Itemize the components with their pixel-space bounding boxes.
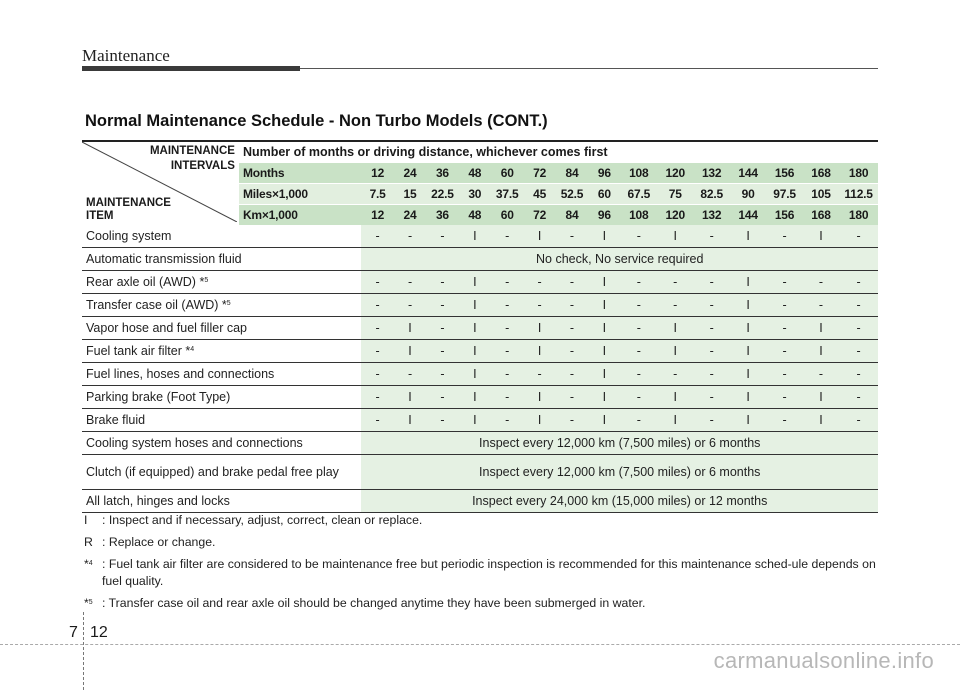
schedule-cell: - bbox=[839, 409, 878, 432]
item-name bbox=[82, 409, 361, 432]
schedule-cell: - bbox=[839, 340, 878, 363]
interval-value: 67.5 bbox=[621, 184, 657, 205]
schedule-cell: - bbox=[803, 363, 839, 386]
schedule-cell: - bbox=[491, 225, 523, 248]
schedule-cell: I bbox=[803, 409, 839, 432]
schedule-cell: - bbox=[839, 317, 878, 340]
schedule-cell: - bbox=[556, 409, 588, 432]
interval-value: 90 bbox=[730, 184, 766, 205]
item-name bbox=[82, 248, 361, 271]
interval-value: 180 bbox=[839, 163, 878, 184]
interval-value: 108 bbox=[621, 163, 657, 184]
schedule-cell: - bbox=[491, 409, 523, 432]
interval-value: 168 bbox=[803, 163, 839, 184]
interval-value: 120 bbox=[657, 205, 693, 226]
item-name bbox=[82, 225, 361, 248]
schedule-cell: - bbox=[766, 386, 802, 409]
interval-value: 60 bbox=[491, 205, 523, 226]
schedule-cell: - bbox=[491, 317, 523, 340]
item-name-text: Fuel tank air filter * bbox=[86, 344, 191, 358]
note-key-text: * bbox=[84, 596, 89, 610]
item-name-text: Cooling system hoses and connections bbox=[86, 436, 303, 450]
item-span-value: No check, No service required bbox=[361, 248, 878, 271]
schedule-cell: - bbox=[523, 363, 555, 386]
schedule-cell: - bbox=[426, 317, 458, 340]
interval-value: 144 bbox=[730, 163, 766, 184]
maintenance-schedule-table bbox=[82, 140, 878, 513]
table-row bbox=[82, 294, 878, 317]
item-name-text: Parking brake (Foot Type) bbox=[86, 390, 231, 404]
interval-value: 22.5 bbox=[426, 184, 458, 205]
item-name-text: Rear axle oil (AWD) * bbox=[86, 275, 205, 289]
schedule-cell: I bbox=[459, 340, 491, 363]
schedule-cell: - bbox=[693, 225, 729, 248]
schedule-cell: I bbox=[730, 225, 766, 248]
schedule-cell: I bbox=[803, 225, 839, 248]
item-name bbox=[82, 455, 361, 490]
schedule-cell: - bbox=[491, 363, 523, 386]
page-title: Normal Maintenance Schedule - Non Turbo Models (CONT.) bbox=[85, 112, 548, 130]
schedule-cell: - bbox=[766, 271, 802, 294]
schedule-cell: - bbox=[556, 386, 588, 409]
schedule-cell: I bbox=[459, 363, 491, 386]
interval-value: 45 bbox=[523, 184, 555, 205]
schedule-cell: I bbox=[459, 294, 491, 317]
interval-value: 82.5 bbox=[693, 184, 729, 205]
table-corner-header bbox=[82, 141, 239, 225]
table-row bbox=[82, 455, 878, 490]
note-item bbox=[84, 595, 884, 612]
table-row bbox=[82, 409, 878, 432]
schedule-cell: - bbox=[361, 225, 393, 248]
schedule-cell: - bbox=[621, 409, 657, 432]
schedule-cell: - bbox=[556, 363, 588, 386]
interval-value: 84 bbox=[556, 205, 588, 226]
schedule-cell: - bbox=[426, 225, 458, 248]
header-rule bbox=[300, 68, 878, 69]
interval-value: 48 bbox=[459, 205, 491, 226]
interval-value: 7.5 bbox=[361, 184, 393, 205]
schedule-cell: - bbox=[361, 294, 393, 317]
schedule-cell: - bbox=[491, 386, 523, 409]
notes-section bbox=[84, 512, 884, 617]
schedule-cell: I bbox=[803, 340, 839, 363]
interval-value: 112.5 bbox=[839, 184, 878, 205]
schedule-cell: - bbox=[657, 363, 693, 386]
schedule-cell: I bbox=[730, 386, 766, 409]
interval-value: 36 bbox=[426, 163, 458, 184]
item-label bbox=[86, 197, 171, 223]
interval-value: 84 bbox=[556, 163, 588, 184]
schedule-cell: - bbox=[491, 271, 523, 294]
item-name bbox=[82, 363, 361, 386]
schedule-cell: I bbox=[588, 363, 620, 386]
footnote-ref: 5 bbox=[204, 277, 209, 284]
interval-value: 168 bbox=[803, 205, 839, 226]
schedule-cell: - bbox=[426, 386, 458, 409]
schedule-cell: - bbox=[766, 409, 802, 432]
schedule-cell: - bbox=[621, 271, 657, 294]
schedule-cell: I bbox=[657, 317, 693, 340]
schedule-cell: - bbox=[693, 271, 729, 294]
schedule-cell: - bbox=[766, 363, 802, 386]
note-key-sup: 5 bbox=[88, 599, 93, 606]
schedule-cell: - bbox=[766, 294, 802, 317]
schedule-cell: - bbox=[693, 294, 729, 317]
interval-value: 60 bbox=[491, 163, 523, 184]
schedule-cell: I bbox=[588, 317, 620, 340]
interval-value: 24 bbox=[394, 205, 426, 226]
schedule-cell: - bbox=[693, 409, 729, 432]
schedule-cell: - bbox=[394, 294, 426, 317]
schedule-cell: I bbox=[588, 294, 620, 317]
schedule-cell: I bbox=[394, 340, 426, 363]
schedule-cell: I bbox=[803, 386, 839, 409]
interval-value: 48 bbox=[459, 163, 491, 184]
item-name-text: All latch, hinges and locks bbox=[86, 494, 230, 508]
interval-value: 105 bbox=[803, 184, 839, 205]
interval-value: 96 bbox=[588, 163, 620, 184]
interval-value: 52.5 bbox=[556, 184, 588, 205]
schedule-cell: I bbox=[394, 409, 426, 432]
interval-row-label: Miles×1,000 bbox=[239, 184, 362, 205]
note-text: : Fuel tank air filter are considered to be maintenance free but periodic inspection is recommended for this maintenance sched-ule depends on fuel quality. bbox=[102, 557, 876, 588]
note-key bbox=[84, 512, 102, 529]
schedule-cell: - bbox=[394, 363, 426, 386]
footnote-ref: 5 bbox=[226, 300, 231, 307]
schedule-cell: - bbox=[361, 363, 393, 386]
item-name-text: Transfer case oil (AWD) * bbox=[86, 298, 227, 312]
schedule-cell: I bbox=[730, 271, 766, 294]
note-text: : Transfer case oil and rear axle oil should be changed anytime they have been submerged in water. bbox=[102, 596, 646, 610]
interval-value: 96 bbox=[588, 205, 620, 226]
item-name bbox=[82, 340, 361, 363]
schedule-cell: I bbox=[459, 317, 491, 340]
schedule-cell: I bbox=[459, 386, 491, 409]
schedule-cell: - bbox=[693, 363, 729, 386]
item-name bbox=[82, 294, 361, 317]
note-text: : Replace or change. bbox=[102, 535, 216, 549]
interval-row-label: Months bbox=[239, 163, 362, 184]
schedule-cell: - bbox=[803, 271, 839, 294]
schedule-cell: I bbox=[459, 271, 491, 294]
item-label-line2: ITEM bbox=[86, 210, 114, 222]
schedule-cell: - bbox=[803, 294, 839, 317]
schedule-cell: - bbox=[657, 294, 693, 317]
note-key-text: R bbox=[84, 535, 93, 549]
schedule-cell: I bbox=[730, 317, 766, 340]
schedule-cell: - bbox=[621, 294, 657, 317]
schedule-cell: - bbox=[766, 317, 802, 340]
section-header: Maintenance bbox=[82, 46, 170, 65]
interval-value: 72 bbox=[523, 205, 555, 226]
table-row bbox=[82, 317, 878, 340]
table-row bbox=[82, 386, 878, 409]
schedule-cell: - bbox=[621, 225, 657, 248]
schedule-cell: I bbox=[588, 340, 620, 363]
schedule-cell: - bbox=[766, 225, 802, 248]
interval-value: 180 bbox=[839, 205, 878, 226]
header-bar bbox=[82, 66, 300, 71]
schedule-cell: - bbox=[361, 317, 393, 340]
interval-value: 97.5 bbox=[766, 184, 802, 205]
table-row bbox=[82, 490, 878, 513]
note-key bbox=[84, 556, 102, 590]
chapter-number: 7 bbox=[69, 624, 78, 641]
schedule-cell: I bbox=[588, 225, 620, 248]
schedule-cell: - bbox=[361, 340, 393, 363]
note-key bbox=[84, 534, 102, 551]
schedule-cell: I bbox=[459, 409, 491, 432]
schedule-cell: I bbox=[657, 340, 693, 363]
schedule-cell: - bbox=[394, 271, 426, 294]
schedule-cell: - bbox=[657, 271, 693, 294]
item-span-value: Inspect every 12,000 km (7,500 miles) or 6 months bbox=[361, 432, 878, 455]
schedule-cell: - bbox=[556, 225, 588, 248]
interval-row-label: Km×1,000 bbox=[239, 205, 362, 226]
schedule-cell: - bbox=[556, 294, 588, 317]
schedule-cell: I bbox=[394, 386, 426, 409]
interval-value: 36 bbox=[426, 205, 458, 226]
table-row bbox=[82, 432, 878, 455]
schedule-cell: - bbox=[839, 225, 878, 248]
schedule-cell: - bbox=[361, 386, 393, 409]
interval-value: 75 bbox=[657, 184, 693, 205]
schedule-cell: I bbox=[657, 225, 693, 248]
schedule-cell: - bbox=[426, 271, 458, 294]
item-name bbox=[82, 490, 361, 513]
schedule-cell: I bbox=[523, 317, 555, 340]
schedule-cell: - bbox=[556, 317, 588, 340]
footnote-ref: 4 bbox=[190, 346, 195, 353]
item-name bbox=[82, 386, 361, 409]
schedule-cell: I bbox=[657, 409, 693, 432]
schedule-cell: I bbox=[730, 363, 766, 386]
schedule-cell: - bbox=[361, 271, 393, 294]
interval-value: 156 bbox=[766, 205, 802, 226]
schedule-cell: I bbox=[588, 386, 620, 409]
item-name-text: Vapor hose and fuel filler cap bbox=[86, 321, 247, 335]
schedule-cell: I bbox=[803, 317, 839, 340]
schedule-cell: - bbox=[839, 363, 878, 386]
intervals-label-line2: INTERVALS bbox=[170, 160, 235, 172]
interval-value: 15 bbox=[394, 184, 426, 205]
schedule-cell: I bbox=[523, 225, 555, 248]
schedule-cell: - bbox=[693, 386, 729, 409]
schedule-cell: I bbox=[459, 225, 491, 248]
table-row bbox=[82, 225, 878, 248]
item-name-text: Fuel lines, hoses and connections bbox=[86, 367, 275, 381]
note-key-text: I bbox=[84, 513, 88, 527]
schedule-cell: I bbox=[730, 340, 766, 363]
schedule-cell: - bbox=[556, 271, 588, 294]
schedule-cell: - bbox=[426, 363, 458, 386]
item-name-text: Clutch (if equipped) and brake pedal free play bbox=[86, 465, 339, 479]
schedule-cell: I bbox=[730, 294, 766, 317]
item-label-line1: MAINTENANCE bbox=[86, 197, 171, 209]
schedule-cell: - bbox=[621, 340, 657, 363]
schedule-cell: - bbox=[491, 340, 523, 363]
note-item bbox=[84, 512, 884, 529]
item-name bbox=[82, 432, 361, 455]
intervals-label bbox=[150, 144, 235, 174]
schedule-cell: - bbox=[621, 363, 657, 386]
schedule-cell: I bbox=[588, 409, 620, 432]
note-key bbox=[84, 595, 102, 612]
page-number: 12 bbox=[90, 624, 108, 641]
schedule-cell: - bbox=[839, 271, 878, 294]
interval-value: 132 bbox=[693, 205, 729, 226]
interval-value: 12 bbox=[361, 163, 393, 184]
item-name bbox=[82, 271, 361, 294]
schedule-cell: - bbox=[766, 340, 802, 363]
item-name bbox=[82, 317, 361, 340]
schedule-cell: - bbox=[523, 294, 555, 317]
schedule-cell: - bbox=[839, 294, 878, 317]
schedule-cell: - bbox=[621, 317, 657, 340]
interval-value: 30 bbox=[459, 184, 491, 205]
footer-rule bbox=[0, 644, 960, 645]
interval-span-header: Number of months or driving distance, whichever comes first bbox=[239, 141, 878, 163]
note-key-text: * bbox=[84, 557, 89, 571]
schedule-cell: - bbox=[491, 294, 523, 317]
footer-divider bbox=[83, 612, 85, 690]
note-key-sup: 4 bbox=[88, 560, 93, 567]
table-row bbox=[82, 271, 878, 294]
note-item bbox=[84, 534, 884, 551]
interval-value: 37.5 bbox=[491, 184, 523, 205]
schedule-cell: - bbox=[556, 340, 588, 363]
interval-value: 156 bbox=[766, 163, 802, 184]
schedule-cell: - bbox=[621, 386, 657, 409]
note-text: : Inspect and if necessary, adjust, correct, clean or replace. bbox=[102, 513, 423, 527]
table-row bbox=[82, 340, 878, 363]
schedule-cell: I bbox=[523, 386, 555, 409]
interval-value: 60 bbox=[588, 184, 620, 205]
schedule-cell: I bbox=[588, 271, 620, 294]
schedule-cell: - bbox=[839, 386, 878, 409]
schedule-cell: - bbox=[394, 225, 426, 248]
schedule-cell: - bbox=[361, 409, 393, 432]
schedule-cell: I bbox=[523, 409, 555, 432]
schedule-cell: I bbox=[394, 317, 426, 340]
schedule-cell: I bbox=[730, 409, 766, 432]
interval-value: 72 bbox=[523, 163, 555, 184]
interval-value: 12 bbox=[361, 205, 393, 226]
schedule-cell: - bbox=[523, 271, 555, 294]
item-name-text: Cooling system bbox=[86, 229, 172, 243]
interval-value: 144 bbox=[730, 205, 766, 226]
schedule-cell: - bbox=[693, 317, 729, 340]
item-name-text: Automatic transmission fluid bbox=[86, 252, 242, 266]
table-row bbox=[82, 248, 878, 271]
schedule-cell: - bbox=[426, 340, 458, 363]
item-name-text: Brake fluid bbox=[86, 413, 146, 427]
interval-value: 108 bbox=[621, 205, 657, 226]
item-span-value: Inspect every 24,000 km (15,000 miles) or 12 months bbox=[361, 490, 878, 513]
schedule-cell: I bbox=[657, 386, 693, 409]
note-item bbox=[84, 556, 884, 590]
table-row bbox=[82, 363, 878, 386]
interval-value: 24 bbox=[394, 163, 426, 184]
item-span-value: Inspect every 12,000 km (7,500 miles) or 6 months bbox=[361, 455, 878, 490]
interval-value: 120 bbox=[657, 163, 693, 184]
interval-value: 132 bbox=[693, 163, 729, 184]
watermark: carmanualsonline.info bbox=[713, 648, 934, 673]
schedule-cell: I bbox=[523, 340, 555, 363]
intervals-label-line1: MAINTENANCE bbox=[149, 145, 235, 157]
schedule-cell: - bbox=[426, 294, 458, 317]
schedule-cell: - bbox=[693, 340, 729, 363]
schedule-cell: - bbox=[426, 409, 458, 432]
